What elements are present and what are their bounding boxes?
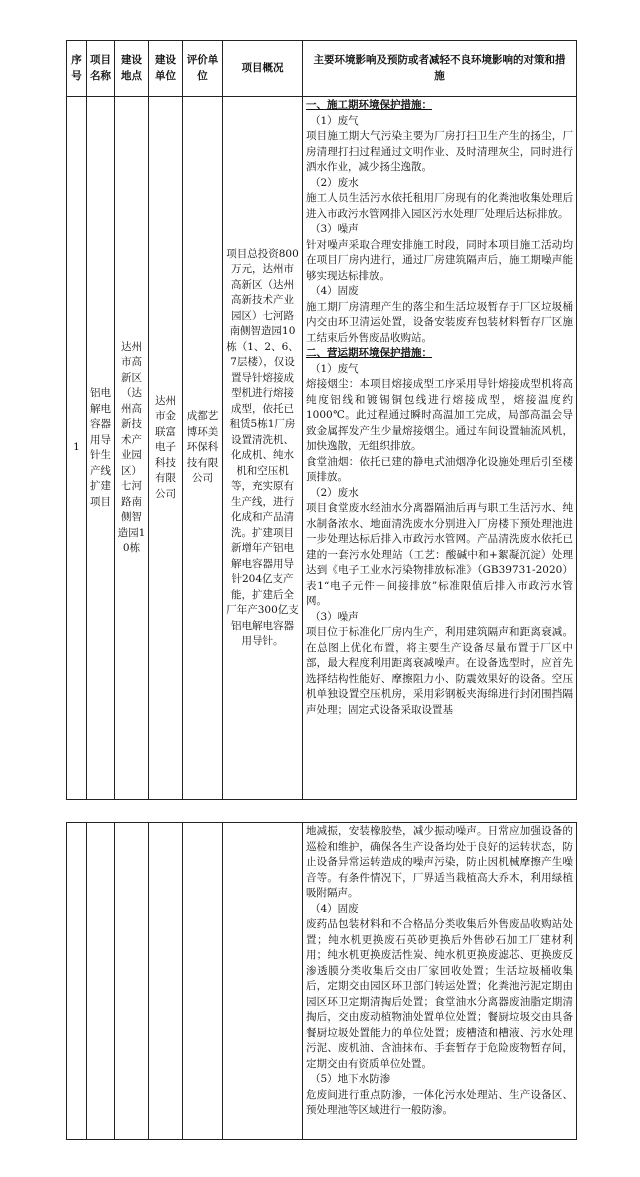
cell-empty [183, 823, 223, 1140]
measure-paragraph: 地减振，安装橡胶垫，减少振动噪声。日常应加强设备的巡检和维护，确保各生产设备均处于良好的运转状态，防止设备异常运转造成的噪声污染，防止因机械摩擦产生噪音等。有条件情况下，厂界适当栽植高大乔木，利用绿植吸附隔声。 [306, 825, 573, 899]
measure-subheading: （2）废水 [310, 486, 359, 499]
measure-section-title: 二、营运期环境保护措施： [306, 347, 432, 359]
measure-subheading: （4）固废 [310, 902, 359, 915]
cell-empty [87, 823, 115, 1140]
cell-empty [115, 823, 149, 1140]
measure-paragraph: 针对噪声采取合理安排施工时段，同时本项目施工活动均在项目厂房内进行，通过厂房建筑隔声后，施工期噪声能够实现达标排放。 [306, 238, 573, 282]
cell-empty [223, 823, 303, 1140]
cell-unit: 达州市金联富电子科技有限公司 [149, 97, 183, 800]
header-measures: 主要环境影响及预防或者减轻不良环境影响的对策和措施 [303, 41, 577, 97]
cell-empty [67, 823, 87, 1140]
measure-paragraph: 废药品包装材料和不合格品分类收集后外售废品收购站处置；纯水机更换废石英砂更换后外售砂石加工厂建材利用；纯水机更换废活性炭、纯水机更换废滤芯、更换废反渗透膜分类收集后交由厂家回收处置；生活垃圾桶收集后，定期交由园区环卫部门转运处置；化粪池污泥定期由园区环卫定期清掏后处置；食堂油水分离器废油脂定期清掏后，交由废动植物油处置单位处置；餐厨垃圾交由具备餐厨垃圾处置能力的单位处置；废槽渣和槽液、污水处理污泥、废机油、含油抹布、手套暂存于危险废物暂存间，定期交由有资质单位处置。 [306, 918, 573, 1070]
table-row-continued [67, 823, 577, 1140]
measure-paragraph: 危废间进行重点防渗，一体化污水处理站、生产设备区、预处理池等区域进行一般防渗。 [306, 1088, 573, 1116]
cell-measures [303, 97, 577, 800]
impact-table-page2 [66, 822, 577, 1140]
measure-section-title: 一、施工期环境保护措施： [306, 99, 432, 111]
measure-paragraph: 施工期厂房清理产生的落尘和生活垃圾暂存于厂区垃圾桶内交由环卫清运处置，设备安装废弃包装材料暂存厂区施工结束后外售废品收购站。 [306, 300, 573, 344]
measure-subheading: （1）废气 [310, 362, 359, 375]
measure-subheading: （3）噪声 [310, 610, 359, 623]
measure-subheading: （1）废气 [310, 114, 359, 127]
cell-overview: 项目总投资800万元，达州市高新区（达州高新技术产业园区）七河路南侧智造园10栋（1、2、6、7层楼），仅设置导针熔接成型机进行熔接成型，依托已租赁5栋1厂房设置清洗机、化成机、纯水机和空压机等，充实原有生产线，进行化成和产品清洗。扩建项目新增年产铝电解电容器用导针204亿支产能，扩建后全厂年产300亿支铝电解电容器用导针。 [223, 97, 303, 800]
measure-paragraph: 食堂油烟：依托已建的静电式油烟净化设施处理后引至楼顶排放。 [306, 455, 573, 483]
measure-paragraph: 项目食堂废水经油水分离器隔油后再与职工生活污水、纯水制备浓水、地面清洗废水分别进入厂房楼下预处理池进一步处理达标后排入市政污水管网。产品清洗废水依托已建的一套污水处理站（工艺：酸碱中和+絮凝沉淀）处理达到《电子工业水污染物排放标准》（GB39731-2020）表1“电子元件－间接排放”标准限值后排入市政污水管网。 [306, 502, 573, 607]
cell-location: 达州市高新区（达州高新技术产业园区）七河路南侧智造园10栋 [115, 97, 149, 800]
header-unit: 建设单位 [149, 41, 183, 97]
measure-paragraph: 项目施工期大气污染主要为厂房打扫卫生产生的扬尘，厂房清理打扫过程通过文明作业、及时清理灰尘，同时进行洒水作业，减少扬尘逸散。 [306, 130, 573, 173]
measure-subheading: （4）固废 [310, 285, 359, 297]
measure-subheading: （3）噪声 [310, 223, 359, 235]
impact-table-page1 [66, 40, 577, 800]
cell-no: 1 [67, 97, 87, 800]
cell-evaluator: 成都艺博环美环保科技有限公司 [183, 97, 223, 800]
header-row [67, 41, 577, 97]
measure-paragraph: 施工人员生活污水依托租用厂房现有的化粪池收集处理后进入市政污水管网排入园区污水处理厂处理后达标排放。 [306, 192, 573, 220]
cell-measures-continued [303, 823, 577, 1140]
measure-subheading: （2）废水 [310, 176, 359, 189]
cell-empty [149, 823, 183, 1140]
table-row [67, 97, 577, 800]
header-location: 建设地点 [115, 41, 149, 97]
header-evaluator: 评价单位 [183, 41, 223, 97]
cell-project-name: 铝电解电容器用导针生产线扩建项目 [87, 97, 115, 800]
header-no: 序号 [67, 41, 87, 97]
measure-paragraph: 熔接烟尘：本项目熔接成型工序采用导针熔接成型机将高纯度铝线和镀锡铜包线进行熔接成型，熔接温度约1000℃。此过程通过瞬时高温加工完成，局部高温会导致金属挥发产生少量熔接烟尘。通过车间设置轴流风机，加快逸散，无组织排放。 [306, 378, 573, 452]
header-name: 项目名称 [87, 41, 115, 97]
measure-paragraph: 项目位于标准化厂房内生产，利用建筑隔声和距离衰减。在总图上优化布置，将主要生产设备尽量布置于厂区中部，最大程度利用距离衰减噪声。在设备选型时，应首先选择结构性能好、摩擦阻力小、防震效果好的设备。空压机单独设置空压机房，采用彩钢板夹海绵进行封闭围挡隔声处理；固定式设备采取设置基 [306, 626, 573, 716]
measure-subheading: （5）地下水防渗 [310, 1073, 391, 1085]
header-overview: 项目概况 [223, 41, 303, 97]
